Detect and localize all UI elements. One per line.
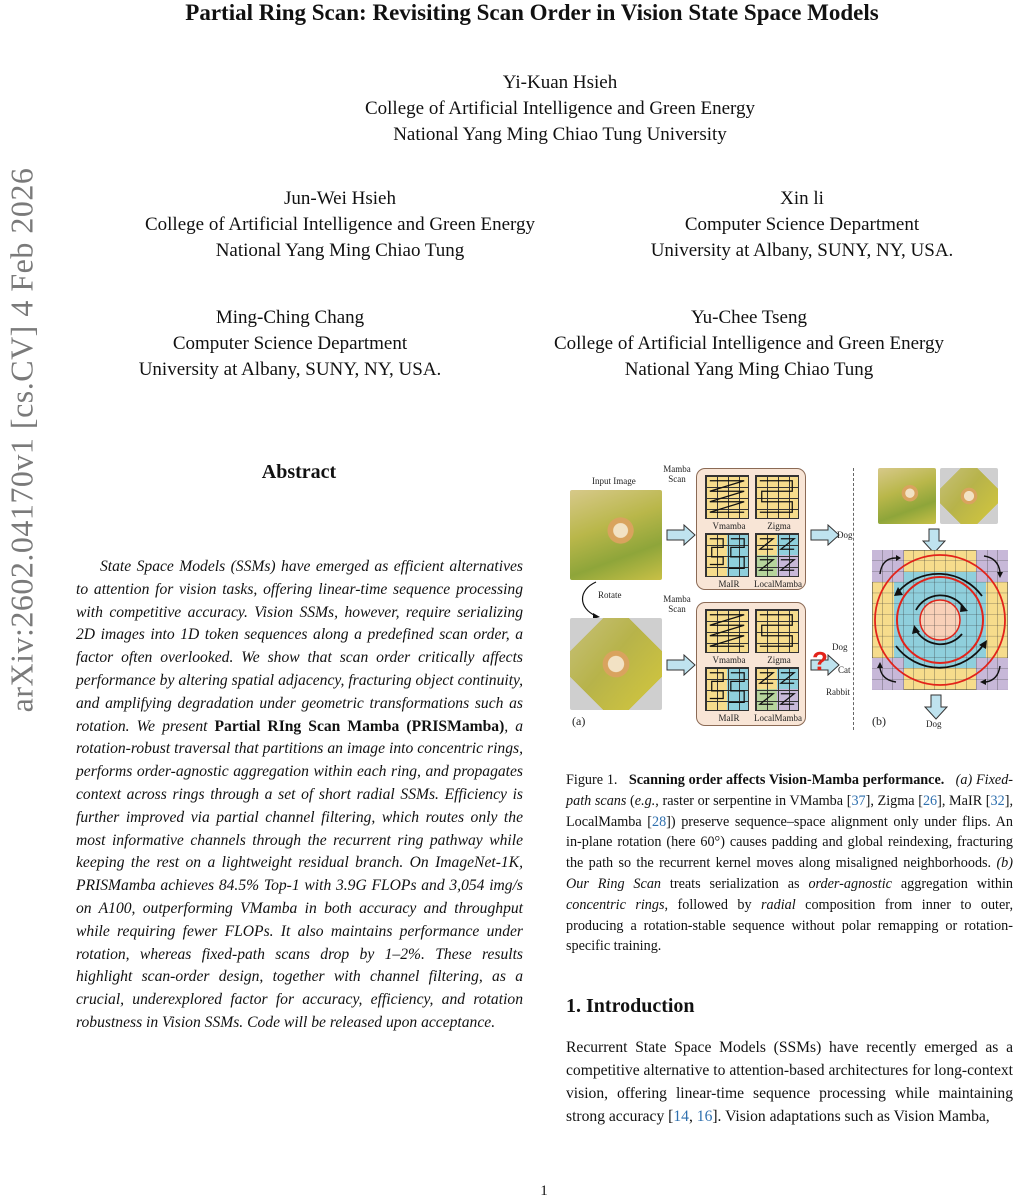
prediction-dog-label: Dog xyxy=(837,530,853,540)
mair-label: MaIR xyxy=(718,713,740,723)
caption-title: Scanning order affects Vision-Mamba performance. xyxy=(628,772,945,788)
author-institution: National Yang Ming Chiao Tung University xyxy=(393,124,727,145)
mair-scan-grid xyxy=(705,667,749,711)
scan-panel-rotated xyxy=(696,602,806,726)
ring-input-image-original xyxy=(878,468,936,524)
vmamba-label: Vmamba xyxy=(712,655,746,665)
intro-text: ]. Vision adaptations such as Vision Mamba, xyxy=(712,1108,990,1125)
caption-emphasis: order-agnostic xyxy=(808,875,892,892)
mair-scan-grid xyxy=(705,533,749,577)
panel-a-label: (a) xyxy=(572,714,586,728)
rotate-arrow-icon xyxy=(576,580,606,620)
caption-text: ], Zigma [ xyxy=(865,792,923,809)
author-block-2 xyxy=(100,186,580,264)
intro-text: Recurrent State Space Models (SSMs) have recently emerged as a competitive alternative to attention-based architectures for long-context vision, offering linear-time sequence processing while maintaining strong accuracy [ xyxy=(566,1039,1013,1125)
intro-text: , xyxy=(688,1108,697,1125)
abstract-heading: Abstract xyxy=(261,461,337,483)
caption-label: Figure 1. xyxy=(566,772,618,788)
author-block-4 xyxy=(100,305,480,383)
mair-scan-arrows-icon xyxy=(706,668,748,710)
arxiv-stamp xyxy=(2,160,42,720)
arrow-right-icon xyxy=(666,524,696,546)
abstract-text-part2: , a rotation-robust traversal that partitions an image into concentric rings, performs order-agnostic aggregation within each ring, and propagates context across rings through a set of short radial SSMs. Efficiency is further improved via partial channel filtering, which routes only the most informative channels through the recurrent ring pathway while keeping the rest on a lightweight residual branch. On ImageNet-1K, PRISMamba achieves 84.5% Top-1 with 3.9G FLOPs and 3,054 img/s on A100, outperforming VMamba in both accuracy and throughput while requiring fewer FLOPs. It also maintains performance under rotation, whereas fixed-path scans drop by 1–2%. These results highlight scan-order design, together with channel filtering, as a crucial, underexplored factor for accuracy, efficiency, and rotation robustness in Vision SSMs. Code will be released upon acceptance. xyxy=(76,717,524,1031)
figure-1-caption xyxy=(566,770,1013,957)
mamba-scan-label-bottom: Mamba Scan xyxy=(663,594,691,614)
zigma-label: Zigma xyxy=(767,521,791,531)
caption-text: treats serialization as xyxy=(661,875,809,892)
input-image-label: Input Image xyxy=(592,476,636,486)
arxiv-identifier: arXiv:2602.04170v1 [cs.CV] 4 Feb 2026 xyxy=(3,167,40,713)
serpentine-scan-arrows-icon xyxy=(756,476,798,518)
caption-part-b-label: (b) Our Ring Scan xyxy=(566,855,1013,892)
ring-scan-diagram xyxy=(872,550,1008,690)
abstract-body xyxy=(76,556,523,1035)
caption-part-a-label: (a) Fixed-path scans xyxy=(566,772,1014,809)
localmamba-label: LocalMamba xyxy=(754,579,802,589)
author-name: Yi-Kuan Hsieh xyxy=(502,72,618,93)
zigma-scan-grid xyxy=(755,475,799,519)
citation-link[interactable]: 14 xyxy=(673,1108,689,1125)
vmamba-scan-grid xyxy=(705,475,749,519)
author-affiliation: Computer Science Department xyxy=(684,214,920,235)
author-name: Jun-Wei Hsieh xyxy=(284,188,396,209)
zigma-label: Zigma xyxy=(767,655,791,665)
question-mark-icon: ? xyxy=(812,646,828,676)
author-block-5 xyxy=(505,305,993,383)
author-name: Ming-Ching Chang xyxy=(215,307,365,328)
panel-b-label: (b) xyxy=(872,714,886,728)
citation-link[interactable]: 32 xyxy=(990,792,1005,809)
raster-scan-arrows-icon xyxy=(706,610,748,652)
author-name: Yu-Chee Tseng xyxy=(691,307,807,328)
localmamba-label: LocalMamba xyxy=(754,713,802,723)
author-affiliation: Computer Science Department xyxy=(172,333,408,354)
caption-emphasis: concentric rings xyxy=(566,896,665,913)
caption-text: , raster or serpentine in VMamba [ xyxy=(655,792,852,809)
caption-text: ], MaIR [ xyxy=(937,792,991,809)
input-image-corgi xyxy=(570,490,662,580)
model-name: Partial RIng Scan Mamba (PRISMamba) xyxy=(214,717,505,735)
citation-link[interactable]: 26 xyxy=(922,792,938,809)
author-name: Xin li xyxy=(780,188,824,209)
introduction-heading: 1. Introduction xyxy=(566,995,695,1017)
rotate-label: Rotate xyxy=(598,590,622,600)
introduction-body xyxy=(566,1036,1013,1128)
arrow-right-icon xyxy=(666,654,696,676)
mair-label: MaIR xyxy=(718,579,740,589)
vmamba-label: Vmamba xyxy=(712,521,746,531)
prediction-rabbit-label: Rabbit xyxy=(826,687,850,697)
author-affiliation: College of Artificial Intelligence and Green Energy xyxy=(553,333,945,354)
caption-text: , followed by xyxy=(664,896,762,913)
scan-panel-original xyxy=(696,468,806,590)
caption-text: aggregation within xyxy=(891,875,1013,892)
citation-link[interactable]: 16 xyxy=(696,1108,713,1125)
author-institution: University at Albany, SUNY, NY, USA. xyxy=(650,240,954,261)
zigma-scan-grid xyxy=(755,609,799,653)
caption-emphasis: radial xyxy=(761,896,796,913)
ring-prediction-dog-label: Dog xyxy=(926,719,942,729)
author-institution: University at Albany, SUNY, NY, USA. xyxy=(138,359,442,380)
author-block-1 xyxy=(250,70,870,148)
citation-link[interactable]: 28 xyxy=(651,813,667,830)
caption-text: e.g. xyxy=(634,792,656,809)
author-institution: National Yang Ming Chiao Tung xyxy=(215,240,465,261)
caption-text: ]) preserve sequence–space alignment only under flips. An in-plane rotation (here 60°) causes padding and global reindexing, fracturing the path so the recurrent kernel moves along misaligned neighborhoods. xyxy=(566,813,1014,872)
prediction-cat-label: Cat xyxy=(838,665,851,675)
localmamba-scan-grid xyxy=(755,667,799,711)
abstract-text-part1: State Space Models (SSMs) have emerged as efficient alternatives to attention for vision tasks, offering linear-time sequence processing with competitive accuracy. Vision SSMs, however, require serializing 2D images into 1D token sequences along a predefined scan order, a factor often overlooked. We show that scan order critically affects performance by altering spatial adjacency, fracturing object continuity, and amplifying degradation under geometric transformations such as rotation. We present xyxy=(76,558,523,735)
serpentine-scan-arrows-icon xyxy=(756,610,798,652)
caption-text: ], LocalMamba [ xyxy=(566,792,1013,830)
page-number: 1 xyxy=(540,1183,548,1199)
vmamba-scan-grid xyxy=(705,609,749,653)
raster-scan-arrows-icon xyxy=(706,476,748,518)
localmamba-scan-arrows-icon xyxy=(756,668,798,710)
prediction-dog-label: Dog xyxy=(832,642,848,652)
author-block-3 xyxy=(610,186,994,264)
citation-link[interactable]: 37 xyxy=(851,792,866,809)
author-institution: National Yang Ming Chiao Tung xyxy=(624,359,874,380)
author-affiliation: College of Artificial Intelligence and Green Energy xyxy=(364,98,756,119)
author-affiliation: College of Artificial Intelligence and Green Energy xyxy=(144,214,536,235)
ring-input-image-rotated xyxy=(940,468,998,524)
figure-1 xyxy=(566,462,1014,734)
localmamba-scan-arrows-icon xyxy=(756,534,798,576)
localmamba-scan-grid xyxy=(755,533,799,577)
caption-text: ( xyxy=(626,792,635,809)
panel-divider xyxy=(853,468,854,730)
rotated-image-corgi xyxy=(570,618,662,710)
paper-title: Partial Ring Scan: Revisiting Scan Order in Vision State Space Models xyxy=(185,0,879,25)
arrow-right-icon xyxy=(810,524,840,546)
mamba-scan-label-top: Mamba Scan xyxy=(663,464,691,484)
caption-text: composition from inner to outer, producing a rotation-stable sequence without polar remapping or rotation-specific training. xyxy=(566,896,1013,955)
mair-scan-arrows-icon xyxy=(706,534,748,576)
arrow-down-icon xyxy=(924,694,948,720)
